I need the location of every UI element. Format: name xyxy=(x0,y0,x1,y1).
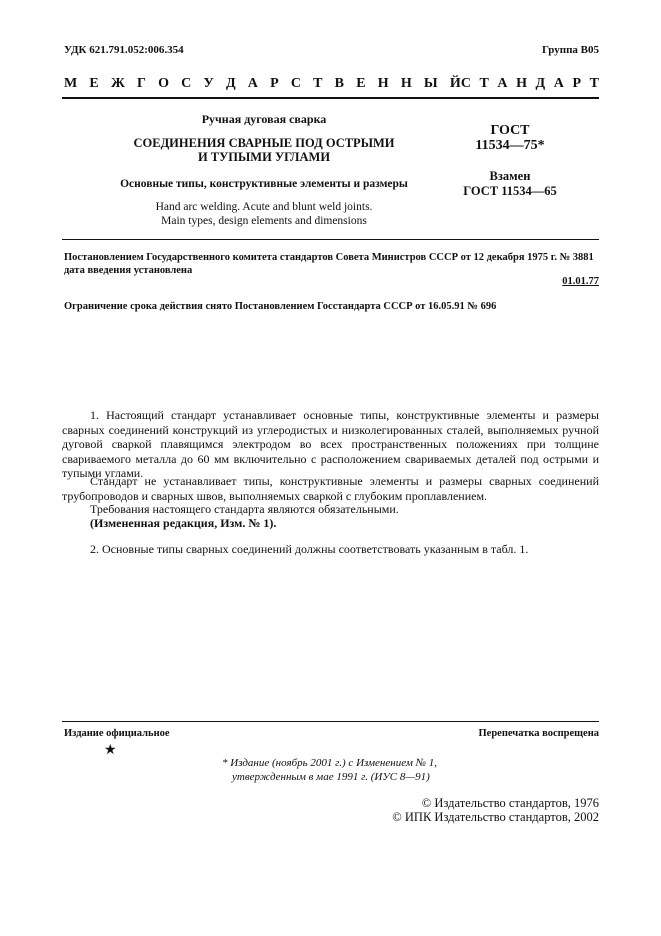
gost-designation xyxy=(440,123,580,153)
replaces-block xyxy=(440,169,580,199)
copyright-line2: © ИПК Издательство стандартов, 2002 xyxy=(392,810,599,824)
effective-date: 01.01.77 xyxy=(562,276,599,287)
star-icon: ★ xyxy=(104,743,117,758)
main-title-line2: И ТУПЫМИ УГЛАМИ xyxy=(197,150,331,164)
official-edition: Издание официальное xyxy=(64,728,170,739)
copyright-line1: © Издательство стандартов, 1976 xyxy=(421,796,599,810)
reprint-prohibited: Перепечатка воспрещена xyxy=(478,728,599,739)
standard-type-heading xyxy=(64,76,599,92)
gost-label: ГОСТ xyxy=(490,123,530,138)
edition-note-line2: утвержденным в мае 1991 г. (ИУС 8—91) xyxy=(232,771,430,783)
paragraph-1: 1. Настоящий стандарт устанавливает основные типы, конструктивные элементы и размеры сварных соединений конструкций из углеродистых и низколегированных сталей, выполняемых ручной дуговой сваркой плавящимся электродом во всех пространственных положениях при толщине свариваемого металла до 60 мм включительно с расположением свариваемых деталей под острыми и тупыми углами. xyxy=(62,408,599,481)
paragraph-2: Стандарт не устанавливает типы, конструктивные элементы и размеры сварных соединений трубопроводов и сварных швов, выполняемых сваркой с глубоким проплавлением. xyxy=(62,474,599,503)
subtitle: Основные типы, конструктивные элементы и размеры xyxy=(120,178,408,190)
group-code: Группа В05 xyxy=(541,44,599,56)
standard-type-word-1: М Е Ж Г О С У Д А Р С Т В Е Н Н Ы Й xyxy=(64,76,461,91)
edition-note xyxy=(222,756,437,784)
title-divider xyxy=(62,239,599,240)
replaces-label: Взамен xyxy=(489,169,531,183)
replaces-value: ГОСТ 11534—65 xyxy=(463,184,557,198)
decree-block xyxy=(64,251,604,277)
header-divider xyxy=(62,97,599,99)
english-title xyxy=(64,200,464,228)
gost-number: 11534—75* xyxy=(475,138,545,153)
limitation-note: Ограничение срока действия снято Постановлением Госстандарта СССР от 16.05.91 № 696 xyxy=(64,301,497,312)
decree-line1: Постановлением Государственного комитета стандартов Совета Министров СССР от 12 декабря 1975 г. № 3881 xyxy=(64,252,594,263)
english-title-line2: Main types, design elements and dimensions xyxy=(161,215,367,227)
edition-note-line1: * Издание (ноябрь 2001 г.) с Изменением № 1, xyxy=(222,757,437,769)
decree-line2: дата введения установлена xyxy=(64,265,193,276)
standard-type-word-2: С Т А Н Д А Р Т xyxy=(460,76,599,91)
footer-divider xyxy=(62,721,599,722)
main-title xyxy=(64,136,464,164)
english-title-line1: Hand arc welding. Acute and blunt weld joints. xyxy=(155,201,373,213)
subject-title: Ручная дуговая сварка xyxy=(201,112,327,126)
udk-code: УДК 621.791.052:006.354 xyxy=(64,44,184,56)
amendment-note: (Измененная редакция, Изм. № 1). xyxy=(90,516,277,530)
paragraph-4: 2. Основные типы сварных соединений должны соответствовать указанным в табл. 1. xyxy=(90,542,529,556)
copyright-block xyxy=(392,796,599,824)
paragraph-3: Требования настоящего стандарта являются обязательными. xyxy=(90,502,399,516)
main-title-line1: СОЕДИНЕНИЯ СВАРНЫЕ ПОД ОСТРЫМИ xyxy=(133,136,395,150)
